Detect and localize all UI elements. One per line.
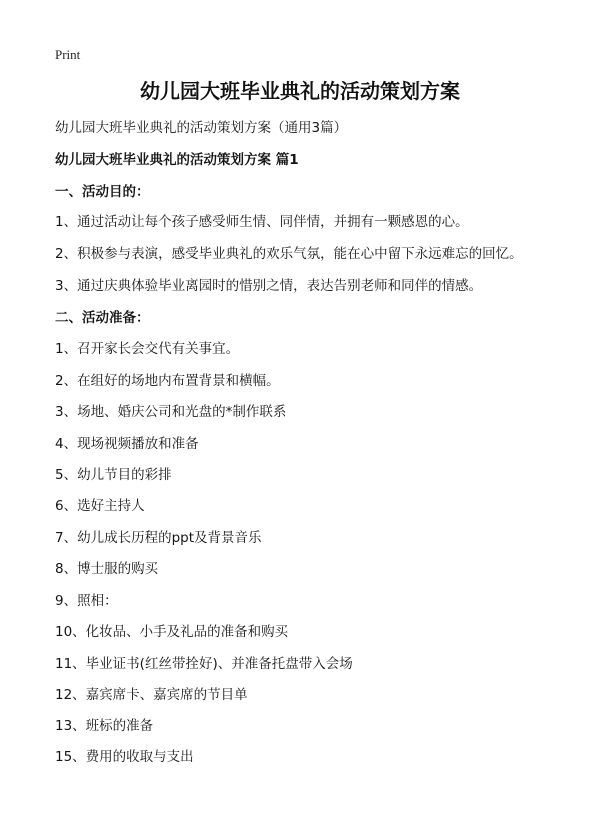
prep-item: 6、选好主持人	[55, 498, 145, 514]
prep-heading: 二、活动准备：	[55, 310, 150, 326]
prep-item: 2、在组好的场地内布置背景和横幅。	[55, 373, 280, 389]
prep-item: 15、费用的收取与支出	[55, 749, 194, 765]
prep-item: 1、召开家长会交代有关事宜。	[55, 341, 240, 357]
prep-item: 9、照相：	[55, 593, 118, 609]
goal-item: 3、通过庆典体验毕业离园时的惜别之情，表达告别老师和同伴的情感。	[55, 278, 483, 294]
document-title: 幼儿园大班毕业典礼的活动策划方案	[140, 79, 460, 103]
prep-item: 10、化妆品、小手及礼品的准备和购买	[55, 624, 289, 640]
prep-item: 4、现场视频播放和准备	[55, 436, 199, 452]
prep-item: 3、场地、婚庆公司和光盘的*制作联系	[55, 404, 287, 420]
prep-item: 11、毕业证书(红丝带拴好)、并准备托盘带入会场	[55, 656, 353, 672]
goal-item: 2、积极参与表演，感受毕业典礼的欢乐气氛，能在心中留下永远难忘的回忆。	[55, 246, 523, 262]
prep-item: 5、幼儿节目的彩排	[55, 467, 172, 483]
prep-item: 12、嘉宾席卡、嘉宾席的节目单	[55, 687, 248, 703]
print-label: Print	[55, 47, 81, 62]
prep-item: 8、博士服的购买	[55, 561, 159, 577]
goals-heading: 一、活动目的：	[55, 184, 150, 200]
prep-item: 13、班标的准备	[55, 718, 154, 734]
section-title: 幼儿园大班毕业典礼的活动策划方案 篇1	[55, 152, 299, 168]
document-subtitle: 幼儿园大班毕业典礼的活动策划方案（通用3篇）	[55, 120, 348, 136]
goal-item: 1、通过活动让每个孩子感受师生情、同伴情，并拥有一颗感恩的心。	[55, 214, 469, 230]
prep-item: 7、幼儿成长历程的ppt及背景音乐	[55, 530, 262, 546]
